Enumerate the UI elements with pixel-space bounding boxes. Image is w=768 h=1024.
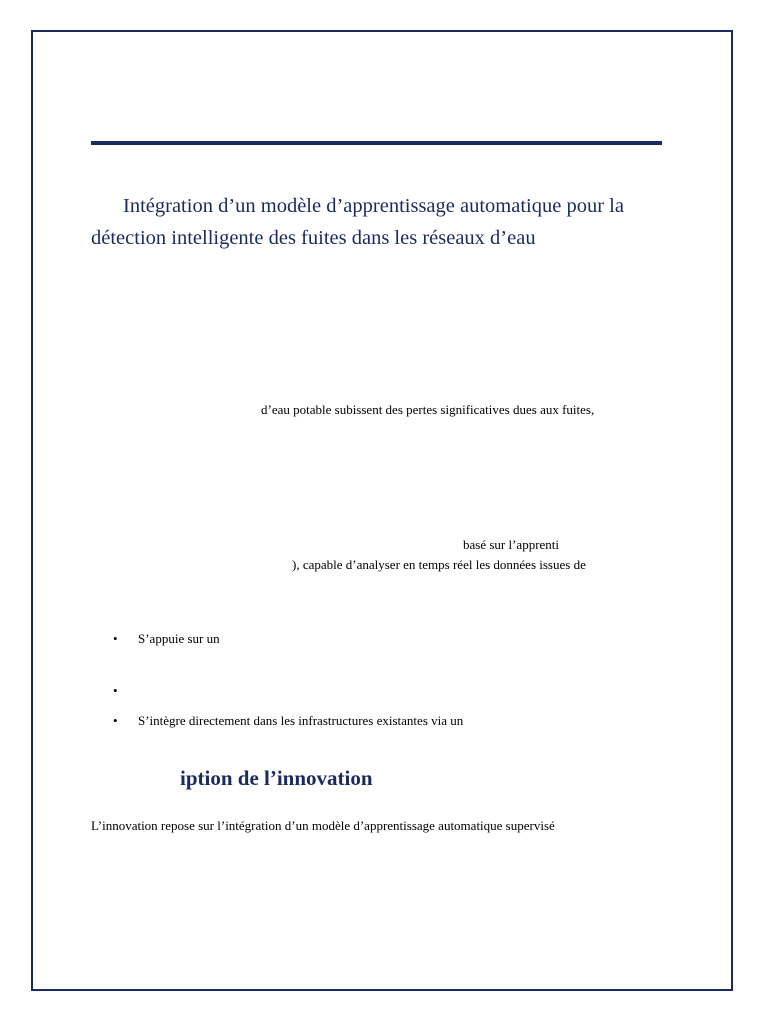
page-border	[31, 30, 733, 991]
document-title: Intégration d’un modèle d’apprentissage automatique pour la détection intelligente des fuites dans les réseaux d’eau	[91, 195, 624, 249]
bullet-marker: •	[113, 713, 118, 728]
bullet-item-1: S’appuie sur un	[138, 631, 220, 646]
bullet-marker: •	[113, 631, 118, 646]
bullet-item-3: S’intègre directement dans les infrastructures existantes via un	[138, 713, 464, 728]
paragraph-fragment-1: d’eau potable subissent des pertes significatives dues aux fuites,	[261, 402, 595, 417]
section-paragraph: L’innovation repose sur l’intégration d’un modèle d’apprentissage automatique supervisé	[91, 818, 555, 833]
paragraph-fragment-2: basé sur l’apprenti	[463, 537, 560, 552]
paragraph-fragment-3: ), capable d’analyser en temps réel les données issues de	[292, 557, 586, 572]
title-rule	[91, 141, 662, 145]
bullet-marker: •	[113, 683, 118, 698]
section-heading: iption de l’innovation	[180, 766, 373, 790]
